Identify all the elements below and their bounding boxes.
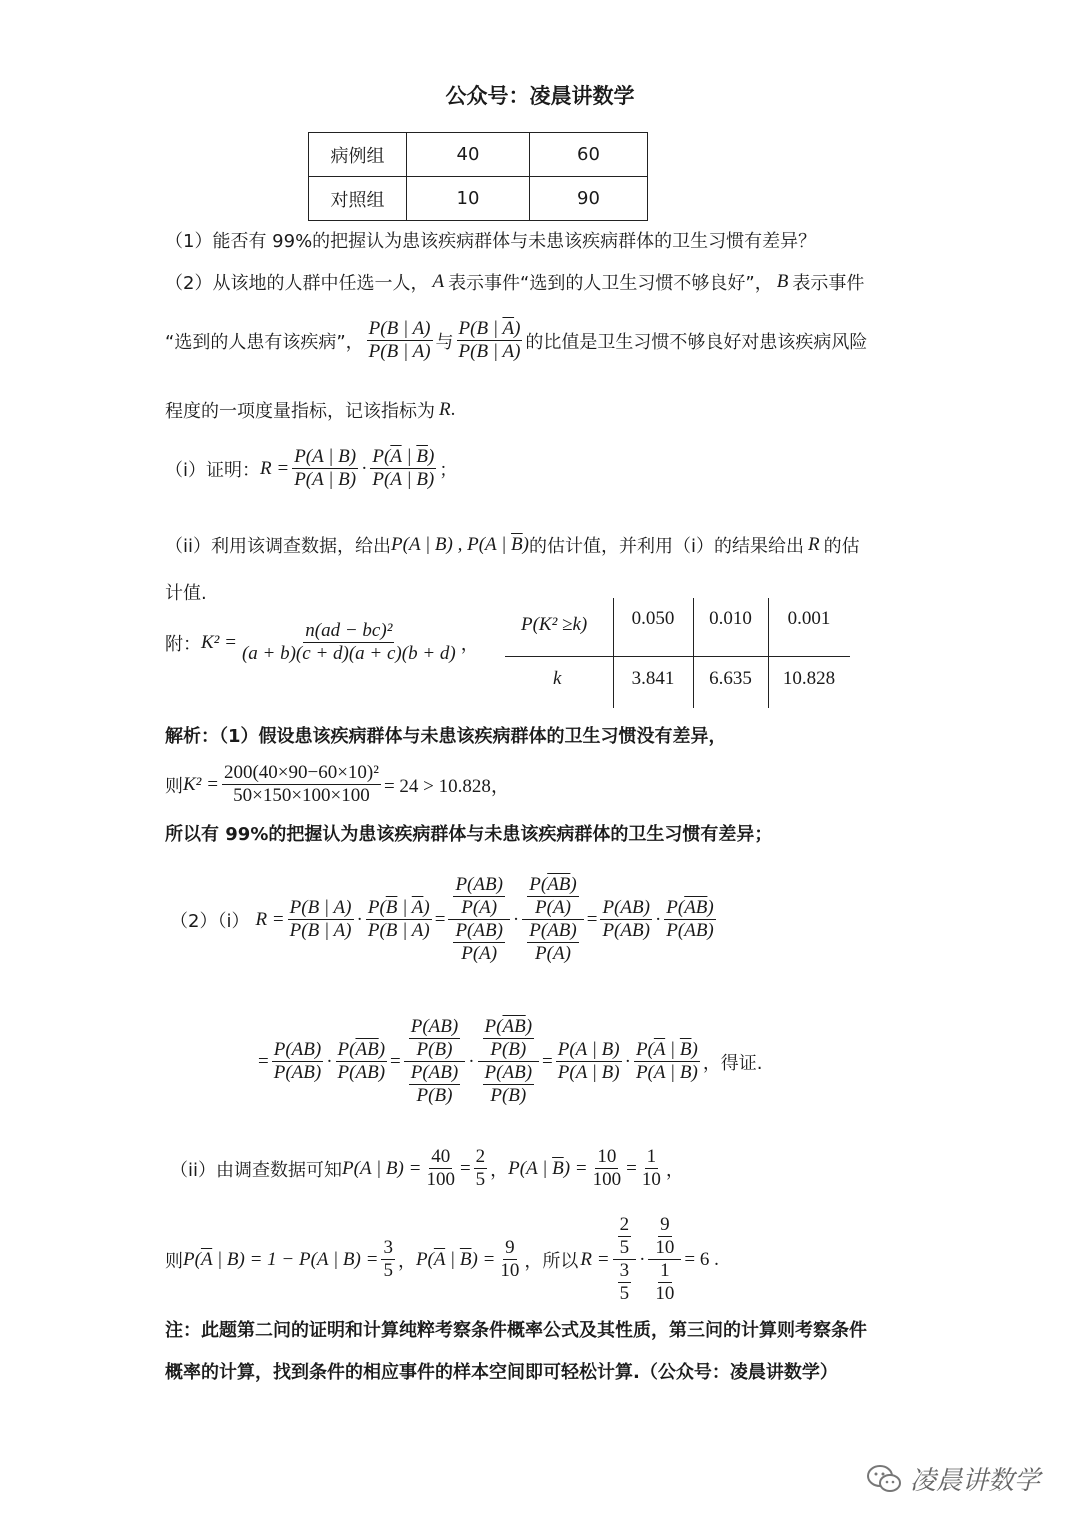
table-cell: 6.635 bbox=[709, 668, 752, 689]
formula-fraction: $\frac{P(\overline{AB})}{P(\overline{A}B)}$ bbox=[666, 897, 714, 941]
text: 的估 bbox=[823, 536, 860, 557]
var-b: B bbox=[776, 271, 789, 292]
question-ii-cont: 计值. bbox=[165, 583, 207, 604]
formula-fraction: $\frac{P(\overline{A} | \overline{B})}{P(A | \overline{B})}$ bbox=[635, 1039, 698, 1083]
critical-value-table bbox=[505, 598, 850, 708]
text: 与 bbox=[435, 331, 454, 353]
table-row bbox=[309, 133, 648, 177]
watermark bbox=[866, 1460, 1040, 1497]
formula-fraction: $\frac{P(B | A)}{P(\overline{B} | A)}$ bbox=[289, 897, 352, 941]
table-row bbox=[309, 177, 648, 221]
formula-fraction: $\frac{P(B | A)}{P(\overline{B} | A)}$ bbox=[368, 318, 431, 362]
formula-fraction: $\frac{P(\overline{AB})}{P(A\overline{B})}$ bbox=[337, 1039, 386, 1083]
formula-fraction: $\frac{\text{n(ad − bc)²}}{(a + b)(c + d)(a + c)(b + d)}$ bbox=[241, 620, 456, 664]
question-2-line1 bbox=[165, 269, 864, 295]
solution-1-conclusion: 所以有 99%的把握认为患该疾病群体与未患该疾病群体的卫生习惯有差异； bbox=[165, 824, 773, 845]
formula: P(A | B) , P(A | $\overline{B}$) bbox=[391, 534, 529, 555]
text: 则 bbox=[165, 1250, 183, 1272]
table-cell: 10.828 bbox=[782, 668, 836, 689]
text: 的估计值，并利用（i）的结果给出 bbox=[528, 536, 804, 557]
page-title: 公众号：凌晨讲数学 bbox=[445, 84, 635, 108]
solution-3-line2: 则 $P(\overline{A}$ | B) = 1 − P(A | B) = $\frac{3}{5}$ ， $P(\overline{A}$ | $\overline{B}$) = $\frac{9}{10}$ ，所以 R = $\frac{\frac{2}{5}}{\frac{3}{5}}$ · $\frac{\frac{9}{10}}{\frac{1}{10}}$ = 6 . bbox=[165, 1214, 719, 1304]
var-a: A bbox=[432, 271, 445, 292]
text: （i）证明： bbox=[165, 459, 261, 481]
text: 表示事件“选到的人卫生习惯不够良好”， bbox=[448, 273, 773, 294]
table-cell: 3.841 bbox=[631, 668, 675, 689]
table-cell: 0.010 bbox=[709, 608, 752, 629]
formula-fraction: $\frac{P(AB)}{P(\overline{A}B)}$ bbox=[273, 1039, 322, 1083]
denominator: 50×150×100×100 bbox=[233, 785, 370, 806]
formula-fraction: $\frac{P(AB)}{P(A\overline{B})}$ bbox=[602, 897, 650, 941]
table-cell: 60 bbox=[530, 133, 648, 177]
text: （2）从该地的人群中任选一人， bbox=[165, 273, 429, 294]
note-line1: 注：此题第二问的证明和计算纯粹考察条件概率公式及其性质，第三问的计算则考察条件 bbox=[165, 1320, 867, 1341]
formula-fraction: $\frac{\frac{P(\overline{AB})}{P(\overline{B})}}{\frac{P(A\overline{B})}{P(\overline{B})}}$ bbox=[478, 1016, 539, 1107]
contingency-table bbox=[308, 132, 648, 221]
table-header: P(K² ≥k) bbox=[521, 614, 588, 635]
text: （ii）由调查数据可知 bbox=[170, 1159, 343, 1181]
formula-fraction: $\frac{\frac{P(AB)}{P(B)}}{\frac{P(\overline{A}B)}{P(B)}}$ bbox=[404, 1016, 465, 1107]
watermark-text: 凌晨讲数学 bbox=[909, 1466, 1040, 1496]
formula-fraction bbox=[222, 762, 381, 807]
text: ，所以 bbox=[524, 1250, 579, 1272]
var-r: R bbox=[807, 534, 820, 555]
text: 的比值是卫生习惯不够良好对患该疾病风险 bbox=[525, 331, 868, 353]
table-cell: 0.050 bbox=[631, 608, 675, 629]
table-header: k bbox=[553, 668, 562, 689]
appendix-formula: 附： K² = $\frac{\text{n(ad − bc)²}}{(a + b)(c + d)(a + c)(b + d)}$ ， bbox=[165, 620, 479, 664]
formula-fraction: $\frac{P(A | B)}{P(\overline{A} | B)}$ bbox=[294, 446, 357, 490]
text: 程度的一项度量指标，记该指标为 bbox=[165, 401, 435, 422]
result: = 24 > 10.828， bbox=[383, 776, 510, 797]
text: ，得证. bbox=[702, 1052, 763, 1074]
note-line2: 概率的计算，找到条件的相应事件的样本空间即可轻松计算.（公众号：凌晨讲数学） bbox=[165, 1362, 838, 1383]
row-label: 对照组 bbox=[309, 177, 407, 221]
solution-1-calc bbox=[165, 762, 510, 807]
question-ii bbox=[165, 532, 860, 558]
table-cell: 10 bbox=[407, 177, 530, 221]
text: 表示事件 bbox=[792, 273, 865, 294]
formula: R = bbox=[260, 457, 290, 479]
formula-fraction: $\frac{P(\overline{A} | \overline{B})}{P(A | \overline{B})}$ bbox=[372, 446, 435, 490]
table-cell: 90 bbox=[530, 177, 648, 221]
question-1: （1）能否有 99%的把握认为患该疾病群体与未患该疾病群体的卫生习惯有差异？ bbox=[165, 231, 817, 252]
wechat-icon bbox=[866, 1464, 902, 1494]
text: 附： bbox=[165, 633, 201, 655]
formula: K² = bbox=[183, 773, 219, 795]
numerator: 200(40×90−60×10)² bbox=[223, 762, 379, 783]
text: 则 bbox=[165, 775, 183, 797]
formula: K² = bbox=[201, 631, 237, 653]
solution-1: 解析：（1）假设患该疾病群体与未患该疾病群体的卫生习惯没有差异， bbox=[165, 726, 727, 747]
question-i: （i）证明： R = $\frac{P(A | B)}{P(\overline{A} | B)}$ · $\frac{P(\overline{A} | \overline{B})}{P(A | \overline{B})}$ ； bbox=[165, 446, 458, 490]
solution-2-line1: （2）（i） R = $\frac{P(B | A)}{P(\overline{B} | A)}$ · $\frac{P(\overline{B} | \overline{A})}{P(B | \overline{A})}$ = $\frac{\frac{P(AB)}{P(A)}}{\frac{P(A\overline{B})}{P(A)}}$ · $\frac{\frac{P(\overline{AB})}{P(\overline{A})}}{\frac{P(\overline{A}B)}{P(\overline{A})}}$ = $\frac{P(AB)}{P(A\overline{B})}$ · $\frac{P(\overline{AB})}{P(\overline{A}B)}$ bbox=[170, 874, 714, 964]
row-label: 病例组 bbox=[309, 133, 407, 177]
formula-fraction: $\frac{P(\overline{B} | \overline{A})}{P(B | \overline{A})}$ bbox=[367, 897, 430, 941]
formula-fraction: $\frac{P(A | B)}{P(\overline{A} | B)}$ bbox=[557, 1039, 620, 1083]
text: （ii）利用该调查数据，给出 bbox=[165, 536, 392, 557]
var-r: R bbox=[439, 399, 451, 420]
table-cell: 40 bbox=[407, 133, 530, 177]
formula-fraction: $\frac{\frac{P(\overline{AB})}{P(\overline{A})}}{\frac{P(\overline{A}B)}{P(\overline{A})}}$ bbox=[522, 874, 583, 965]
formula-fraction: $\frac{\frac{P(AB)}{P(A)}}{\frac{P(A\overline{B})}{P(A)}}$ bbox=[448, 874, 509, 965]
question-2-line2 bbox=[165, 318, 867, 363]
table-cell: 0.001 bbox=[787, 608, 831, 629]
solution-3-line1: （ii）由调查数据可知 P(A | B) = $\frac{40}{100}$ = $\frac{2}{5}$ ， P(A | $\overline{B}$) = $\frac{10}{100}$ = $\frac{1}{10}$ ， bbox=[170, 1146, 684, 1190]
formula-fraction: $\frac{P(B | \overline{A})}{P(\overline{B} | \overline{A})}$ bbox=[458, 318, 521, 362]
question-2-line3: 程度的一项度量指标，记该指标为 R . bbox=[165, 399, 456, 422]
text: （2）（i） bbox=[170, 910, 250, 932]
solution-2-line2: = $\frac{P(AB)}{P(\overline{A}B)}$ · $\frac{P(\overline{AB})}{P(A\overline{B})}$ = $\frac{\frac{P(AB)}{P(B)}}{\frac{P(\overline{A}B)}{P(B)}}$ · $\frac{\frac{P(\overline{AB})}{P(\overline{B})}}{\frac{P(A\overline{B})}{P(\overline{B})}}$ = $\frac{P(A | B)}{P(\overline{A} | B)}$ · $\frac{P(\overline{A} | \overline{B})}{P(A | \overline{B})}$ ，得证. bbox=[258, 1016, 763, 1106]
text: “选到的人患有该疾病”， bbox=[165, 331, 364, 353]
